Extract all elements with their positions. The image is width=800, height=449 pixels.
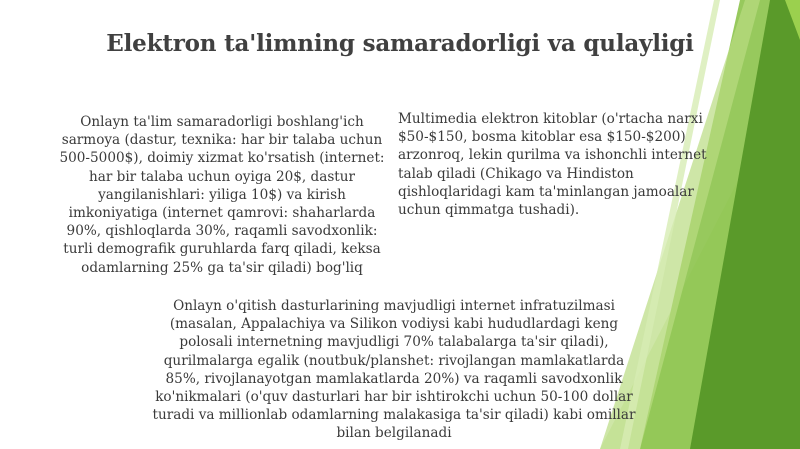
left-paragraph: Onlayn ta'lim samaradorligi boshlang'ich sarmoya (dastur, texnika: har bir talaba uchun 500-5000$), doimiy xizmat ko'rsatish (internet: har bir talaba uchun oyiga 20$, dastur yangilanishlari: yiliga 10$) va kirish imkoniyatiga (internet qamrovi: shaharlarda 90%, qishloqlarda 30%, raqamli savodxonlik: turli demografik guruhlarda farq qiladi, keksa odamlarning 25% ga ta'sir qiladi) bog'liq	[59, 114, 385, 276]
slide-title: Elektron ta'limning samaradorligi va qulayligi	[106, 30, 694, 57]
bottom-paragraph: Onlayn o'qitish dasturlarining mavjudligi internet infratuzilmasi (masalan, Appalachiya va Silikon vodiysi kabi hududlardagi keng polosali internetning mavjudligi 70% talabalarga ta'sir qiladi), qurilmalarga egalik (noutbuk/planshet: rivojlangan mamlakatlarda 85%, rivojlanayotgan mamlakatlarda 20%) va raqamli savodxonlik ko'nikmalari (o'quv dasturlari har bir ishtirokchi uchun 50-100 dollar turadi va millionlab odamlarning malakasiga ta'sir qiladi) kabi omillar bilan belgilanadi	[152, 298, 636, 442]
right-paragraph: Multimedia elektron kitoblar (o'rtacha narxi $50-$150, bosma kitoblar esa $150-$200) arzonroq, lekin qurilma va ishonchli internet talab qiladi (Chikago va Hindiston qishloqlaridagi kam ta'minlangan jamoalar uchun qimmatga tushadi).	[398, 111, 707, 219]
